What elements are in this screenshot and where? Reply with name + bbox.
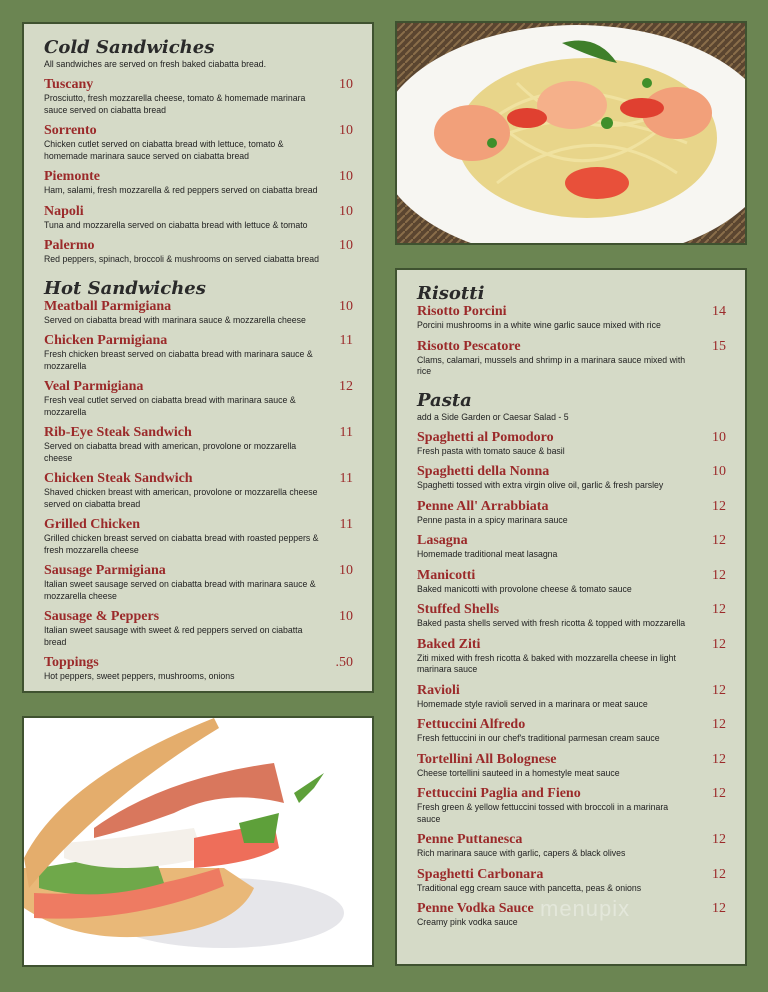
menu-item	[417, 568, 726, 596]
item-description: Fresh green & yellow fettuccini tossed with broccoli in a marinara sauce	[417, 802, 669, 825]
menu-item	[417, 752, 726, 780]
risotti-pasta-panel	[395, 268, 747, 966]
item-name: Spaghetti al Pomodoro	[417, 429, 554, 445]
item-name: Napoli	[44, 203, 84, 219]
menu-item	[44, 655, 353, 683]
watermark: menupix	[540, 896, 631, 921]
item-name: Spaghetti della Nonna	[417, 464, 550, 479]
item-price: 12	[712, 751, 726, 767]
item-description: Fresh chicken breast served on ciabatta bread with marinara sauce & mozzarella	[44, 349, 313, 372]
item-price: 12	[712, 901, 726, 916]
item-description: Cheese tortellini sauteed in a homestyle meat sauce	[417, 767, 620, 779]
item-name: Spaghetti Carbonara	[417, 866, 544, 882]
item-description: Ham, salami, fresh mozzarella & red peppers served on ciabatta bread	[44, 185, 318, 196]
item-name: Sorrento	[44, 123, 97, 138]
menu-item	[417, 602, 726, 630]
item-name: Grilled Chicken	[44, 517, 141, 532]
item-description: Fresh pasta with tomato sauce & basil	[417, 445, 565, 457]
item-description: Fresh fettuccini in our chef's traditional parmesan cream sauce	[417, 733, 660, 744]
menu-item	[417, 304, 726, 332]
item-description: Chicken cutlet served on ciabatta bread with lettuce, tomato & homemade marinara sauce served on ciabatta bread	[44, 139, 284, 162]
item-price: 14	[712, 304, 726, 319]
item-description: Homemade style ravioli served in a marinara or meat sauce	[417, 698, 648, 710]
menu-item	[44, 563, 353, 602]
menu-item	[44, 425, 353, 464]
item-name: Ravioli	[417, 682, 460, 698]
item-name: Toppings	[44, 655, 99, 670]
menu-item	[417, 832, 726, 860]
menu-item	[44, 333, 353, 372]
item-price: .50	[335, 655, 353, 670]
item-description: Italian sweet sausage with sweet & red peppers served on ciabatta bread	[44, 625, 303, 648]
item-name: Lasagna	[417, 533, 468, 548]
menu-item	[44, 379, 353, 418]
item-name: Tortellini All Bolognese	[417, 751, 557, 767]
item-price: 12	[712, 636, 726, 652]
item-price: 10	[339, 169, 353, 184]
menu-item	[44, 169, 353, 197]
item-price: 12	[712, 567, 726, 583]
item-name: Penne Vodka Sauce	[417, 901, 534, 916]
shrimp-linguine-image	[397, 23, 745, 243]
item-price: 11	[339, 471, 353, 486]
menu-item	[417, 683, 726, 711]
item-description: Homemade traditional meat lasagna	[417, 549, 558, 560]
risotti-section	[417, 284, 726, 378]
item-name: Stuffed Shells	[417, 602, 500, 617]
item-price: 10	[339, 77, 353, 92]
menu-item	[417, 637, 726, 676]
menu-item	[417, 339, 726, 378]
item-description: Red peppers, spinach, broccoli & mushrooms on served ciabatta bread	[44, 254, 319, 265]
item-name: Penne Puttanesca	[417, 832, 523, 847]
prosciutto-sandwich-photo	[22, 716, 374, 967]
item-description: Penne pasta in a spicy marinara sauce	[417, 514, 568, 526]
menu-item	[44, 77, 353, 116]
item-description: Rich marinara sauce with garlic, capers & black olives	[417, 848, 626, 859]
item-name: Risotto Porcini	[417, 304, 507, 319]
prosciutto-sandwich-image	[24, 718, 372, 965]
item-price: 12	[712, 533, 726, 548]
item-price: 11	[339, 425, 353, 440]
item-price: 12	[712, 832, 726, 847]
menu-item	[44, 517, 353, 556]
item-name: Penne All' Arrabbiata	[417, 498, 549, 514]
item-name: Piemonte	[44, 169, 100, 184]
menu-item	[44, 123, 353, 162]
section-note: All sandwiches are served on fresh baked ciabatta bread.	[44, 59, 267, 70]
hot-sandwiches-section	[44, 279, 353, 683]
item-name: Rib-Eye Steak Sandwich	[44, 425, 192, 440]
item-price: 10	[339, 238, 353, 253]
menu-item	[44, 299, 353, 327]
item-price: 15	[712, 338, 726, 354]
menu-item	[44, 609, 353, 648]
item-description: Spaghetti tossed with extra virgin olive oil, garlic & fresh parsley	[417, 480, 664, 491]
item-description: Ziti mixed with fresh ricotta & baked with mozzarella cheese in light marinara sauce	[417, 652, 676, 675]
item-description: Italian sweet sausage served on ciabatta bread with marinara sauce & mozzarella cheese	[44, 579, 316, 602]
item-name: Palermo	[44, 238, 95, 253]
item-price: 11	[339, 333, 353, 348]
item-price: 10	[339, 609, 353, 624]
menu-item	[417, 786, 726, 825]
section-title: Hot Sandwiches	[44, 277, 206, 299]
section-title: Pasta	[417, 389, 472, 411]
item-description: Tuna and mozzarella served on ciabatta bread with lettuce & tomato	[44, 219, 308, 231]
item-price: 12	[712, 602, 726, 617]
item-name: Tuscany	[44, 77, 94, 92]
section-title: Risotti	[417, 283, 485, 304]
item-price: 12	[712, 866, 726, 882]
menu-item	[44, 471, 353, 510]
item-price: 10	[339, 563, 353, 578]
item-name: Baked Ziti	[417, 636, 481, 652]
item-price: 10	[339, 298, 353, 314]
item-description: Traditional egg cream sauce with pancetta, peas & onions	[417, 882, 642, 894]
item-description: Grilled chicken breast served on ciabatta bread with roasted peppers & fresh mozzarella cheese	[44, 533, 319, 556]
menu-item	[44, 238, 353, 266]
menu-item	[417, 464, 726, 492]
menu-item	[44, 204, 353, 232]
item-price: 12	[712, 786, 726, 801]
menu-item	[417, 499, 726, 527]
item-name: Sausage & Peppers	[44, 609, 160, 624]
item-price: 11	[339, 517, 353, 532]
item-price: 10	[712, 464, 726, 479]
shrimp-linguine-photo	[395, 21, 747, 245]
section-title: Cold Sandwiches	[44, 37, 215, 58]
item-price: 12	[339, 379, 353, 394]
item-price: 12	[712, 498, 726, 514]
item-description: Clams, calamari, mussels and shrimp in a marinara sauce mixed with rice	[417, 354, 686, 377]
menu-item	[417, 430, 726, 458]
item-price: 10	[339, 203, 353, 219]
item-description: Porcini mushrooms in a white wine garlic sauce mixed with rice	[417, 320, 661, 331]
item-description: Served on ciabatta bread with marinara sauce & mozzarella cheese	[44, 314, 306, 326]
item-price: 12	[712, 682, 726, 698]
item-name: Chicken Parmigiana	[44, 333, 168, 348]
pasta-section	[417, 391, 726, 929]
item-name: Manicotti	[417, 567, 476, 583]
item-name: Sausage Parmigiana	[44, 563, 166, 578]
item-description: Fresh veal cutlet served on ciabatta bread with marinara sauce & mozzarella	[44, 395, 296, 418]
item-description: Shaved chicken breast with american, provolone or mozzarella cheese served on ciabatta bread	[44, 487, 318, 510]
item-name: Risotto Pescatore	[417, 338, 521, 354]
item-description: Prosciutto, fresh mozzarella cheese, tomato & homemade marinara sauce served on ciabatta bread	[44, 93, 306, 116]
sandwiches-panel	[22, 22, 374, 693]
item-description: Baked pasta shells served with fresh ricotta & topped with mozzarella	[417, 618, 686, 629]
item-price: 10	[712, 429, 726, 445]
item-name: Veal Parmigiana	[44, 379, 144, 394]
item-name: Meatball Parmigiana	[44, 298, 172, 314]
item-description: Served on ciabatta bread with american, provolone or mozzarella cheese	[44, 441, 297, 464]
cold-sandwiches-section	[44, 38, 353, 266]
item-price: 12	[712, 717, 726, 732]
section-note: add a Side Garden or Caesar Salad - 5	[417, 411, 569, 423]
item-name: Fettuccini Alfredo	[417, 717, 526, 732]
item-name: Fettuccini Paglia and Fieno	[417, 786, 581, 801]
menu-item	[417, 533, 726, 561]
item-description: Baked manicotti with provolone cheese & tomato sauce	[417, 583, 632, 595]
item-name: Chicken Steak Sandwich	[44, 471, 193, 486]
item-description: Creamy pink vodka sauce	[417, 917, 518, 928]
menu-item	[417, 867, 726, 895]
item-description: Hot peppers, sweet peppers, mushrooms, onions	[44, 671, 235, 682]
menu-item	[417, 717, 726, 745]
item-price: 10	[339, 123, 353, 138]
